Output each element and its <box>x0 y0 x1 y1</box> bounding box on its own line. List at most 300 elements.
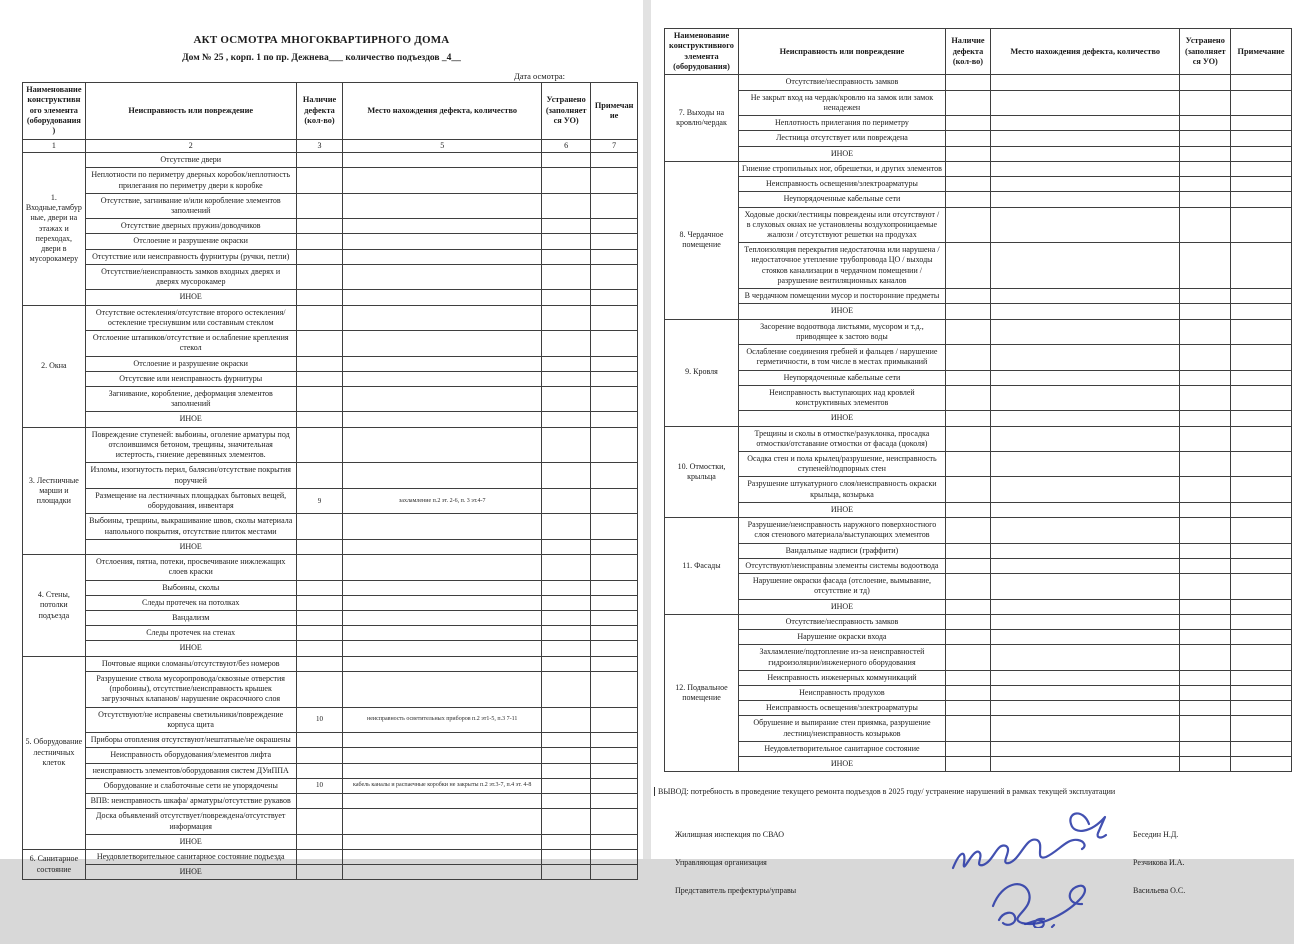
table-row <box>665 411 1292 426</box>
table-row <box>665 558 1292 573</box>
table-row <box>23 580 638 595</box>
note-cell <box>591 580 638 595</box>
section-label: 7. Выходы на кровлю/чердак <box>665 75 739 161</box>
table-row <box>665 426 1292 451</box>
column-header: Неисправность или повреждение <box>85 83 296 140</box>
defect-location-cell <box>991 192 1180 207</box>
note-cell <box>1231 757 1292 772</box>
note-cell <box>1231 370 1292 385</box>
defect-location-cell: кабель каналы и распаечные коробки не закрыты п.2 эт.3-7, п.4 эт. 4-8 <box>343 778 542 793</box>
defect-count-cell <box>945 452 990 477</box>
note-cell <box>591 794 638 809</box>
defect-location-cell <box>343 412 542 427</box>
defect-location-cell <box>343 611 542 626</box>
resolved-cell <box>1180 558 1231 573</box>
defect-count-cell <box>945 75 990 90</box>
defect-count-cell <box>296 387 343 412</box>
resolved-cell <box>542 356 591 371</box>
table-row <box>665 319 1292 344</box>
note-cell <box>591 427 638 463</box>
defect-count-cell <box>945 319 990 344</box>
defect-count-cell <box>945 289 990 304</box>
table-row <box>23 193 638 218</box>
defect-location-cell <box>343 168 542 193</box>
defect-cell: Теплоизоляция перекрытия недостаточна или нарушена / недостаточное утепление трубопровода ЦО / выходы стояков канализации в чердачном помещении / разрушение вентиляционных каналов <box>738 243 945 289</box>
column-number: 7 <box>591 139 638 152</box>
note-cell <box>591 371 638 386</box>
defect-cell: ИНОЕ <box>85 865 296 880</box>
defect-location-cell <box>343 463 542 488</box>
defect-location-cell <box>991 161 1180 176</box>
defect-cell: Неисправность продухов <box>738 685 945 700</box>
defect-location-cell <box>343 219 542 234</box>
defect-cell: Размещение на лестничных площадках бытовых вещей, оборудования, инвентаря <box>85 488 296 513</box>
table-row <box>665 192 1292 207</box>
defect-cell: Гниение стропильных ног, обрешетки, и других элементов <box>738 161 945 176</box>
defect-count-cell <box>296 264 343 289</box>
conclusion-text: ВЫВОД: потребность в проведение текущего ремонта подъездов в 2025 году/ устранение нарушений в рамках текущей эксплуатации <box>654 787 1288 796</box>
defect-cell: ИНОЕ <box>738 146 945 161</box>
defect-location-cell <box>991 574 1180 599</box>
defect-cell: Отсутствие/несправность замков <box>738 614 945 629</box>
resolved-cell <box>542 580 591 595</box>
defect-location-cell <box>991 630 1180 645</box>
table-row <box>665 502 1292 517</box>
note-cell <box>591 249 638 264</box>
defect-cell: Отсутствуют/неисправны элементы системы водоотвода <box>738 558 945 573</box>
table-row <box>665 131 1292 146</box>
resolved-cell <box>542 234 591 249</box>
note-cell <box>591 748 638 763</box>
section-label: 3. Лестничные марши и площадки <box>23 427 86 554</box>
resolved-cell <box>542 331 591 356</box>
note-cell <box>591 865 638 880</box>
note-cell <box>591 671 638 707</box>
defect-location-cell <box>991 426 1180 451</box>
defect-location-cell <box>991 670 1180 685</box>
column-header: Наименование конструктивного элемента (оборудования) <box>665 29 739 75</box>
note-cell <box>591 219 638 234</box>
defect-count-cell <box>945 741 990 756</box>
resolved-cell <box>542 290 591 305</box>
defect-location-cell <box>991 477 1180 502</box>
resolved-cell <box>1180 645 1231 670</box>
defect-cell: Приборы отопления отсутствуют/нештатные/не окрашены <box>85 733 296 748</box>
defect-count-cell <box>296 849 343 864</box>
table-row <box>665 161 1292 176</box>
defect-count-cell <box>296 641 343 656</box>
defect-cell: Неисправность оборудования/элементов лифта <box>85 748 296 763</box>
defect-location-cell <box>991 518 1180 543</box>
table-row <box>665 716 1292 741</box>
table-row <box>665 385 1292 410</box>
table-row <box>665 741 1292 756</box>
defect-location-cell <box>991 614 1180 629</box>
table-row <box>665 177 1292 192</box>
defect-cell: Отсутствие/неисправность замков входных дверях и дверях мусорокамер <box>85 264 296 289</box>
resolved-cell <box>1180 116 1231 131</box>
column-header: Наименование конструктивного элемента (оборудования) <box>23 83 86 140</box>
note-cell <box>1231 574 1292 599</box>
defect-cell: Захламление/подтопление из-за неисправностей гидроизоляции/инженерного оборудования <box>738 645 945 670</box>
resolved-cell <box>1180 243 1231 289</box>
resolved-cell <box>1180 741 1231 756</box>
table-row <box>23 356 638 371</box>
column-number-row <box>23 139 638 152</box>
resolved-cell <box>1180 685 1231 700</box>
defect-cell: Вандализм <box>85 611 296 626</box>
note-cell <box>1231 411 1292 426</box>
defect-location-cell <box>343 641 542 656</box>
table-row <box>23 264 638 289</box>
defect-cell: ИНОЕ <box>85 412 296 427</box>
resolved-cell <box>542 249 591 264</box>
defect-location-cell <box>991 319 1180 344</box>
defect-location-cell <box>343 234 542 249</box>
table-row <box>665 645 1292 670</box>
defect-location-cell <box>343 849 542 864</box>
note-cell <box>591 412 638 427</box>
table-row <box>23 234 638 249</box>
resolved-cell <box>1180 131 1231 146</box>
column-number: 3 <box>296 139 343 152</box>
column-number: 1 <box>23 139 86 152</box>
table-row <box>665 701 1292 716</box>
table-row <box>665 614 1292 629</box>
resolved-cell <box>542 763 591 778</box>
table-row <box>23 219 638 234</box>
table-row <box>23 707 638 732</box>
defect-cell: Следы протечек на стенах <box>85 626 296 641</box>
table-row <box>665 477 1292 502</box>
table-row <box>23 249 638 264</box>
defect-count-cell <box>296 249 343 264</box>
column-header: Место нахождения дефекта, количество <box>343 83 542 140</box>
defect-location-cell <box>343 834 542 849</box>
defect-cell: Отслоение и разрушение окраски <box>85 356 296 371</box>
document-subtitle: Дом № 25 , корп. 1 по пр. Дежнева___ количество подъездов _4__ <box>182 53 461 63</box>
resolved-cell <box>1180 716 1231 741</box>
defect-cell: Неисправность инженерных коммуникаций <box>738 670 945 685</box>
table-row <box>23 748 638 763</box>
note-cell <box>1231 304 1292 319</box>
column-header: Устранено (заполняется УО) <box>542 83 591 140</box>
defect-location-cell <box>343 427 542 463</box>
defect-cell: Вандальные надписи (граффити) <box>738 543 945 558</box>
defect-cell: неисправность элементов/оборудования систем ДУиППА <box>85 763 296 778</box>
defect-location-cell <box>343 794 542 809</box>
defect-count-cell: 9 <box>296 488 343 513</box>
note-cell <box>1231 177 1292 192</box>
signature-role: Представитель префектуры/управы <box>675 886 797 896</box>
defect-cell: Отсутствие дверных пружин/доводчиков <box>85 219 296 234</box>
table-row <box>23 514 638 539</box>
defect-count-cell <box>296 305 343 330</box>
table-row <box>23 305 638 330</box>
defect-count-cell <box>945 614 990 629</box>
defect-location-cell <box>343 656 542 671</box>
defect-count-cell <box>945 116 990 131</box>
table-row <box>23 763 638 778</box>
resolved-cell <box>542 305 591 330</box>
resolved-cell <box>1180 192 1231 207</box>
defect-count-cell <box>945 716 990 741</box>
section-label: 11. Фасады <box>665 518 739 615</box>
resolved-cell <box>1180 289 1231 304</box>
defects-table-page-1 <box>22 82 638 880</box>
table-row <box>23 794 638 809</box>
resolved-cell <box>542 463 591 488</box>
note-cell <box>1231 426 1292 451</box>
defect-location-cell <box>991 543 1180 558</box>
defect-cell: Отсутствие или неисправность фурнитуры (ручки, петли) <box>85 249 296 264</box>
table-row <box>665 452 1292 477</box>
defect-cell: Нарушение окраски фасада (отслоение, вымывание, отсутствие и тд) <box>738 574 945 599</box>
defect-cell: Разрушение штукатурного слоя/неисправность окраски крыльца, козырька <box>738 477 945 502</box>
defect-location-cell <box>991 701 1180 716</box>
resolved-cell <box>542 707 591 732</box>
defect-location-cell <box>991 243 1180 289</box>
defect-cell: ИНОЕ <box>738 502 945 517</box>
defect-location-cell <box>343 331 542 356</box>
note-cell <box>1231 645 1292 670</box>
resolved-cell <box>542 412 591 427</box>
defect-count-cell <box>945 645 990 670</box>
defect-cell: ИНОЕ <box>738 411 945 426</box>
document-title: АКТ ОСМОТРА МНОГОКВАРТИРНОГО ДОМА <box>193 34 450 46</box>
resolved-cell <box>542 671 591 707</box>
note-cell <box>1231 716 1292 741</box>
note-cell <box>1231 614 1292 629</box>
resolved-cell <box>542 748 591 763</box>
table-row <box>23 387 638 412</box>
defect-location-cell <box>991 304 1180 319</box>
table-row <box>665 90 1292 115</box>
resolved-cell <box>542 153 591 168</box>
table-row <box>23 168 638 193</box>
section-label: 10. Отмостки, крыльца <box>665 426 739 518</box>
note-cell <box>591 626 638 641</box>
defect-location-cell <box>991 599 1180 614</box>
column-number: 2 <box>85 139 296 152</box>
column-header: Наличие дефекта (кол-во) <box>296 83 343 140</box>
note-cell <box>1231 701 1292 716</box>
resolved-cell <box>1180 370 1231 385</box>
note-cell <box>1231 518 1292 543</box>
note-cell <box>591 168 638 193</box>
defect-count-cell <box>296 356 343 371</box>
table-row <box>23 626 638 641</box>
defect-location-cell <box>991 177 1180 192</box>
defect-count-cell <box>296 671 343 707</box>
defect-count-cell <box>296 865 343 880</box>
defect-location-cell <box>343 514 542 539</box>
defect-count-cell <box>945 370 990 385</box>
resolved-cell <box>542 219 591 234</box>
defect-count-cell <box>945 599 990 614</box>
column-header: Устранено (заполняется УО) <box>1180 29 1231 75</box>
table-row <box>23 865 638 880</box>
defect-cell: Отсутсвие или неисправность фурнитуры <box>85 371 296 386</box>
resolved-cell <box>542 427 591 463</box>
table-row <box>23 595 638 610</box>
resolved-cell <box>542 809 591 834</box>
defect-count-cell <box>945 207 990 243</box>
defect-count-cell <box>296 626 343 641</box>
note-cell <box>1231 345 1292 370</box>
note-cell <box>1231 452 1292 477</box>
table-row <box>23 611 638 626</box>
defect-cell: Обрушение и выпирание стен приямка, разрушение лестниц/неисправность козырьков <box>738 716 945 741</box>
defect-count-cell <box>296 580 343 595</box>
note-cell <box>591 849 638 864</box>
defect-count-cell <box>945 685 990 700</box>
defect-cell: ИНОЕ <box>85 290 296 305</box>
resolved-cell <box>1180 670 1231 685</box>
defect-count-cell <box>945 90 990 115</box>
table-row <box>23 371 638 386</box>
note-cell <box>591 387 638 412</box>
note-cell <box>591 290 638 305</box>
defect-cell: Повреждение ступеней: выбоины, оголение арматуры под отслоившимся бетоном, трещины, значительная истертость, гниение деревянных элементов. <box>85 427 296 463</box>
defect-count-cell: 10 <box>296 707 343 732</box>
table-row <box>665 685 1292 700</box>
table-row <box>23 834 638 849</box>
signature-role: Жилищная инспекция по СВАО <box>675 830 785 840</box>
table-row <box>23 539 638 554</box>
resolved-cell <box>1180 426 1231 451</box>
resolved-cell <box>1180 177 1231 192</box>
table-row <box>665 304 1292 319</box>
defect-cell: Отслоение штапиков/отсутствие и ослабление крепления стекол <box>85 331 296 356</box>
defect-location-cell <box>343 356 542 371</box>
note-cell <box>1231 75 1292 90</box>
defect-cell: Оборудование и слаботочные сети не упорядочены <box>85 778 296 793</box>
defect-count-cell <box>296 290 343 305</box>
resolved-cell <box>1180 574 1231 599</box>
resolved-cell <box>1180 502 1231 517</box>
note-cell <box>1231 116 1292 131</box>
resolved-cell <box>1180 630 1231 645</box>
note-cell <box>1231 146 1292 161</box>
defect-cell: Отслоения, пятна, потеки, просвечивание нижлежащих слоев краски <box>85 555 296 580</box>
defect-count-cell <box>945 701 990 716</box>
defect-count-cell <box>945 518 990 543</box>
table-row <box>23 656 638 671</box>
resolved-cell <box>542 595 591 610</box>
defect-count-cell <box>296 611 343 626</box>
defect-location-cell <box>343 387 542 412</box>
resolved-cell <box>542 193 591 218</box>
resolved-cell <box>542 834 591 849</box>
table-row <box>23 555 638 580</box>
resolved-cell <box>1180 757 1231 772</box>
defect-cell: Не закрыт вход на чердак/кровлю на замок или замок ненадежен <box>738 90 945 115</box>
section-label: 12. Подвальное помещение <box>665 614 739 772</box>
table-row <box>665 243 1292 289</box>
defect-count-cell <box>945 670 990 685</box>
defect-location-cell <box>991 75 1180 90</box>
resolved-cell <box>1180 146 1231 161</box>
resolved-cell <box>1180 385 1231 410</box>
signature-role: Управляющая организация <box>675 858 767 868</box>
table-row <box>23 809 638 834</box>
resolved-cell <box>542 264 591 289</box>
defect-location-cell <box>343 809 542 834</box>
note-cell <box>591 514 638 539</box>
defect-cell: В чердачном помещении мусор и посторонние предметы <box>738 289 945 304</box>
section-label: 6. Санитарное состояние <box>23 849 86 879</box>
defect-cell: Изломы, изогнутость перил, балясин/отсутствие покрытия поручней <box>85 463 296 488</box>
resolved-cell <box>1180 345 1231 370</box>
note-cell <box>1231 207 1292 243</box>
table-header-row <box>665 29 1292 75</box>
defect-location-cell <box>991 289 1180 304</box>
defect-cell: Лестница отсутствует или повреждена <box>738 131 945 146</box>
defect-cell: Ходовые доски/лестницы повреждены или отсутствуют / в слуховых окнах не установлены воздухопроницаемые жалюзи / отсутствуют решетки на продухах <box>738 207 945 243</box>
section-label: 4. Стены, потолки подъезда <box>23 555 86 657</box>
note-cell <box>591 264 638 289</box>
resolved-cell <box>1180 319 1231 344</box>
defect-cell: Загнивание, коробление, деформация элементов заполнений <box>85 387 296 412</box>
table-row <box>23 671 638 707</box>
table-row <box>23 488 638 513</box>
note-cell <box>591 809 638 834</box>
defect-location-cell <box>991 345 1180 370</box>
defect-location-cell <box>343 193 542 218</box>
defect-location-cell <box>343 671 542 707</box>
table-row <box>23 331 638 356</box>
section-label: 1. Входные,тамбурные, двери на этажах и переходах, двери в мусорокамеру <box>23 153 86 306</box>
defect-cell: Отсутствие, загнивание и/или коробление элементов заполнений <box>85 193 296 218</box>
defect-cell: ИНОЕ <box>738 757 945 772</box>
page-2 <box>651 0 1294 896</box>
defect-cell: Отсутствуют/не исправены светильники/повреждение корпуса щита <box>85 707 296 732</box>
resolved-cell <box>1180 207 1231 243</box>
defect-location-cell <box>343 555 542 580</box>
defect-cell: ИНОЕ <box>85 641 296 656</box>
column-header: Примечание <box>1231 29 1292 75</box>
resolved-cell <box>542 555 591 580</box>
column-header: Неисправность или повреждение <box>738 29 945 75</box>
defect-location-cell: захламление п.2 эт. 2-6, п. 3 эт.4-7 <box>343 488 542 513</box>
defect-count-cell <box>296 463 343 488</box>
defect-count-cell <box>296 514 343 539</box>
defect-count-cell <box>296 763 343 778</box>
resolved-cell <box>542 168 591 193</box>
defect-location-cell <box>343 748 542 763</box>
table-row <box>665 599 1292 614</box>
table-row <box>23 778 638 793</box>
note-cell <box>1231 289 1292 304</box>
table-row <box>23 641 638 656</box>
defect-count-cell <box>945 502 990 517</box>
defect-count-cell <box>296 539 343 554</box>
defect-location-cell <box>343 580 542 595</box>
table-row <box>665 207 1292 243</box>
defect-cell: Неплотности по периметру дверных коробок/неплотность прилегания по периметру двери к коробке <box>85 168 296 193</box>
defect-cell: Выбоины, трещины, выкрашивание швов, сколы материала напольного покрытия, отсутствие плиток местами <box>85 514 296 539</box>
table-row <box>23 412 638 427</box>
defect-cell: Осадка стен и пола крылец/разрушение, неисправность ступеней/подпорных стен <box>738 452 945 477</box>
column-header: Место нахождения дефекта, количество <box>991 29 1180 75</box>
section-label: 9. Кровля <box>665 319 739 426</box>
table-row <box>665 289 1292 304</box>
defect-count-cell <box>296 219 343 234</box>
note-cell <box>591 834 638 849</box>
table-row <box>23 153 638 168</box>
defect-location-cell <box>991 685 1180 700</box>
